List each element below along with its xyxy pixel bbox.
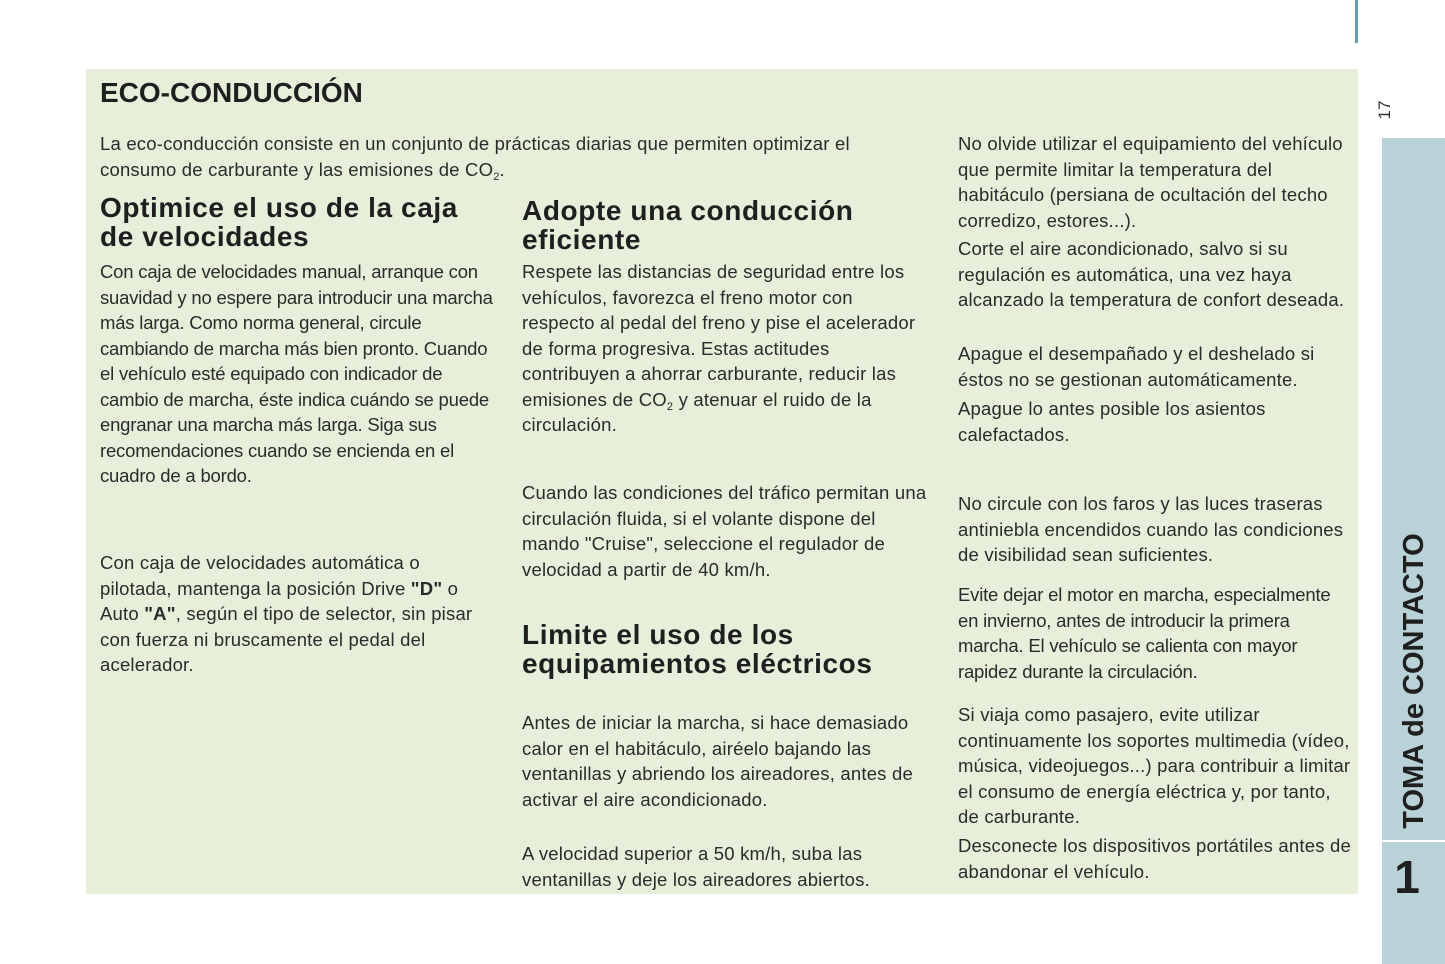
portable-devices-paragraph: Desconecte los dispositivos portátiles antes de abandonar el vehículo. <box>958 835 1351 882</box>
windows-speed-paragraph: A velocidad superior a 50 km/h, suba las ventanillas y deje los aireadores abiertos. <box>522 843 870 890</box>
automatic-text-2: o Auto <box>100 577 459 624</box>
temperature-equipment-paragraph: No olvide utilizar el equipamiento del vehículo que permite limitar la temperatura del habitáculo (persiana de ocultación del techo corredizo, estores...). <box>958 133 1343 231</box>
efficient-driving-heading: Adopte una conducción eficiente <box>522 195 854 255</box>
chapter-number: 1 <box>1394 851 1420 903</box>
cruise-control-paragraph: Cuando las condiciones del tráfico permitan una circulación fluida, si el volante dispone del mando "Cruise", seleccione el regulador de velocidad a partir de 40 km/h. <box>522 482 927 580</box>
page-number: 17 <box>1375 100 1394 120</box>
intro-end: . <box>499 158 505 180</box>
co2-subscript: 2 <box>666 400 674 413</box>
efficient-end: y atenuar el ruido de la circulación. <box>522 388 872 435</box>
heated-seats-paragraph: Apague lo antes posible los asientos calefactados. <box>958 398 1266 445</box>
air-conditioning-paragraph: Corte el aire acondicionado, salvo si su regulación es automática, una vez haya alcanzado la temperatura de confort deseada. <box>958 238 1345 310</box>
automatic-gearbox-paragraph <box>100 550 495 678</box>
manual-gearbox-paragraph: Con caja de velocidades manual, arranque con suavidad y no espere para introducir una marcha más larga. Como norma general, circule cambiando de marcha más bien pronto. Cuando el vehículo esté equipado con indicador de cambio de marcha, éste indica cuándo se puede engranar una marcha más larga. Siga sus recomendaciones cuando se encienda en el cuadro de a bordo. <box>100 261 493 486</box>
automatic-text-3: , según el tipo de selector, sin pisar con fuerza ni bruscamente el pedal del acelerador. <box>100 603 473 675</box>
intro-text: La eco-conducción consiste en un conjunto de prácticas diarias que permiten optimizar el consumo de carburante y las emisiones de CO <box>100 133 850 180</box>
heat-ventilation-paragraph: Antes de iniciar la marcha, si hace demasiado calor en el habitáculo, airéelo bajando las ventanillas y abriendo los aireadores, antes de activar el aire acondicionado. <box>522 712 913 810</box>
efficient-driving-paragraph <box>522 259 927 438</box>
intro-paragraph <box>100 131 900 182</box>
auto-position: "A" <box>144 603 176 624</box>
defogging-paragraph: Apague el desempañado y el deshelado si éstos no se gestionan automáticamente. <box>958 343 1315 390</box>
electrical-equipment-heading: Limite el uso de los equipamientos eléctricos <box>522 619 873 679</box>
efficient-text: Respete las distancias de seguridad entre los vehículos, favorezca el freno motor con respecto al pedal del freno y pise el acelerador de forma progresiva. Estas actitudes contribuyen a ahorrar carburante, reducir las emisiones de CO <box>522 261 916 410</box>
co2-subscript: 2 <box>493 170 500 183</box>
multimedia-paragraph: Si viaja como pasajero, evite utilizar continuamente los soportes multimedia (vídeo, música, videojuegos...) para contribuir a limitar el consumo de energía eléctrica y, por tanto, de carburante. <box>958 704 1351 827</box>
section-title: ECO-CONDUCCIÓN <box>100 77 363 108</box>
engine-idle-paragraph: Evite dejar el motor en marcha, especialmente en invierno, antes de introducir la primera marcha. El vehículo se calienta con mayor rapidez durante la circulación. <box>958 584 1331 682</box>
fog-lights-paragraph: No circule con los faros y las luces traseras antiniebla encendidos cuando las condiciones de visibilidad sean suficientes. <box>958 493 1344 565</box>
chapter-divider <box>1382 840 1445 842</box>
gearbox-heading: Optimice el uso de la caja de velocidades <box>100 192 458 252</box>
top-accent-rule <box>1355 0 1358 43</box>
automatic-text-1: Con caja de velocidades automática o pilotada, mantenga la posición Drive <box>100 552 420 599</box>
drive-position: "D" <box>410 577 443 599</box>
chapter-title: TOMA de CONTACTO <box>1398 533 1430 829</box>
